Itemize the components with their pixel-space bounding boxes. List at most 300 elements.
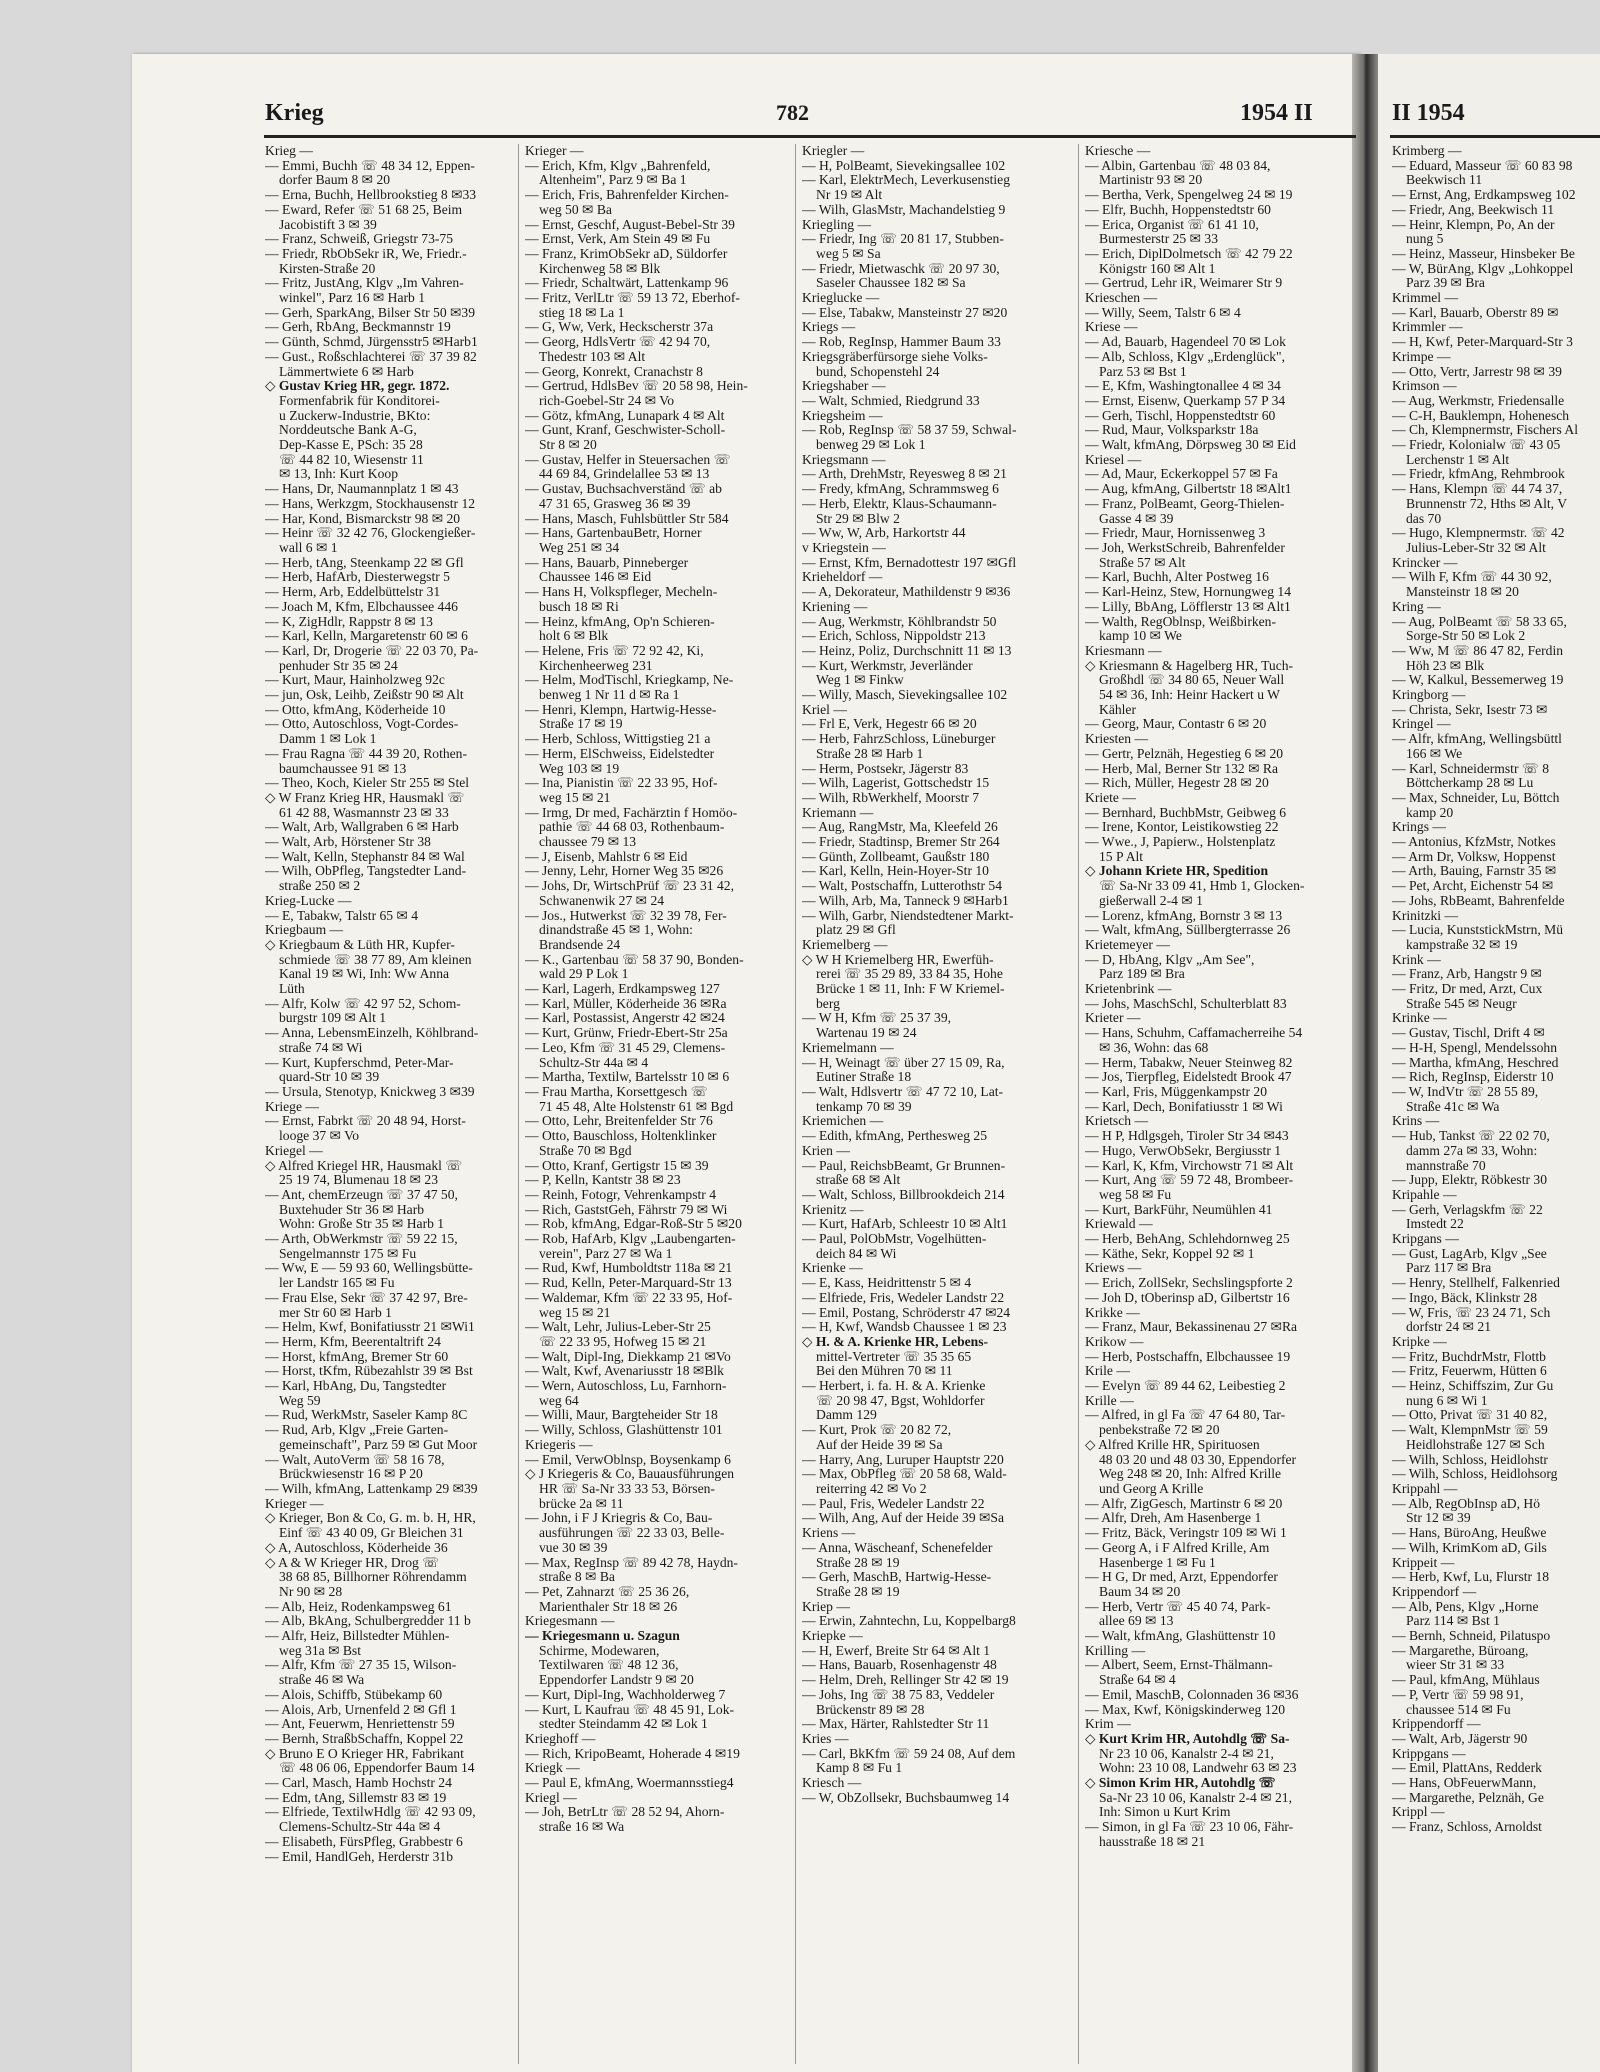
directory-line: — Kurt, Ang ☏ 59 72 48, Brombeer- — [1085, 1173, 1294, 1188]
directory-line: — Rich, RegInsp, Eiderstr 10 — [1392, 1070, 1554, 1085]
directory-line: — Arth, Bauing, Farnstr 35 ✉ — [1392, 864, 1557, 879]
directory-line: 15 P Alt — [1099, 849, 1144, 864]
directory-line: berg — [816, 996, 840, 1011]
directory-line: 44 69 84, Grindelallee 53 ✉ 13 — [539, 467, 710, 482]
directory-line: tenkamp 70 ✉ 39 — [816, 1099, 912, 1114]
directory-line: Formenfabrik für Konditorei- — [279, 393, 440, 408]
directory-line: — Alb, Heiz, Rodenkampsweg 61 — [265, 1599, 452, 1614]
directory-line: — Max, RegInsp ☏ 89 42 78, Haydn- — [525, 1555, 738, 1570]
directory-line: — Karl, Fris, Müggenkampstr 20 — [1085, 1085, 1267, 1099]
directory-line: Kring — — [1392, 599, 1441, 614]
directory-line: — Günth, Schmd, Jürgensstr5 ✉Harb1 — [265, 335, 478, 350]
directory-line: — Irmg, Dr med, Fachärztin f Homöo- — [525, 805, 738, 820]
directory-line: — Irene, Kontor, Leistikowstieg 22 — [1085, 820, 1279, 835]
directory-line: Krimmel — — [1392, 291, 1459, 306]
directory-line: Kriegsmann — — [802, 452, 886, 467]
directory-line: Krieheldorf — — [802, 570, 883, 585]
directory-line: — Rob, kfmAng, Edgar-Roß-Str 5 ✉20 — [525, 1217, 742, 1232]
directory-line: — Kurt, L Kaufrau ☏ 48 45 91, Lok- — [525, 1702, 735, 1717]
directory-line: — Herb, Postschaffn, Elbchaussee 19 — [1085, 1349, 1291, 1364]
directory-line: Krippgans — — [1392, 1746, 1466, 1761]
directory-line: Kriews — — [1085, 1261, 1142, 1276]
directory-line: verein", Parz 27 ✉ Wa 1 — [539, 1246, 673, 1261]
directory-line: Kriete — — [1085, 790, 1136, 805]
directory-line: — Pet, Archt, Eichenstr 54 ✉ — [1392, 879, 1554, 894]
directory-line: ☏ 48 06 06, Eppendorfer Baum 14 — [279, 1761, 475, 1776]
directory-line: weg 5 ✉ Sa — [816, 246, 881, 261]
directory-line: schmiede ☏ 38 77 89, Am kleinen — [279, 952, 472, 967]
directory-line: — Walt, Schloss, Billbrookdeich 214 — [802, 1187, 1005, 1202]
directory-line: — Christa, Sekr, Isestr 73 ✉ — [1392, 702, 1548, 717]
directory-line: Krim — — [1085, 1717, 1131, 1732]
directory-line: — Georg, Konrekt, Cranachstr 8 — [525, 364, 703, 379]
directory-line: Kriegk — — [525, 1761, 580, 1776]
directory-line: — Paul, kfmAng, Mühlaus — [1392, 1673, 1540, 1688]
directory-line: — Pet, Zahnarzt ☏ 25 36 26, — [525, 1584, 690, 1599]
directory-line: Straße 70 ✉ Bgd — [539, 1143, 632, 1158]
directory-line: — Emmi, Buchh ☏ 48 34 12, Eppen- — [265, 158, 475, 173]
directory-line: Kripahle — — [1392, 1187, 1457, 1202]
directory-line: deich 84 ✉ Wi — [816, 1246, 897, 1261]
directory-line: — Wilh, Lagerist, Gottschedstr 15 — [802, 776, 990, 791]
directory-line: — Gerh, MaschB, Hartwig-Hesse- — [802, 1570, 992, 1585]
directory-line: Kripgans — — [1392, 1232, 1459, 1247]
directory-line: — Paul E, kfmAng, Woermannsstieg4 — [525, 1776, 734, 1791]
directory-line: Sorge-Str 50 ✉ Lok 2 — [1406, 629, 1526, 644]
directory-line: — Herb, Vertr ☏ 45 40 74, Park- — [1085, 1599, 1271, 1614]
directory-column-2 — [525, 144, 789, 2064]
directory-column-3 — [802, 144, 1072, 2064]
directory-line: 61 42 88, Wasmannstr 23 ✉ 33 — [279, 805, 449, 820]
directory-line: — Max, ObPfleg ☏ 20 58 68, Wald- — [802, 1467, 1007, 1482]
directory-line: — Max, Schneider, Lu, Böttch — [1392, 790, 1560, 805]
directory-line: Kriewald — — [1085, 1217, 1153, 1232]
directory-line: HR ☏ Sa-Nr 33 33 53, Börsen- — [539, 1481, 715, 1496]
directory-line: Krilling — — [1085, 1643, 1146, 1658]
directory-line: mannstraße 70 — [1406, 1158, 1486, 1173]
directory-line: — Edith, kfmAng, Perthesweg 25 — [802, 1129, 988, 1144]
directory-line: Krienke — — [802, 1261, 863, 1276]
directory-line: — K, ZigHdlr, Rappstr 8 ✉ 13 — [265, 614, 433, 629]
directory-line: Krikke — — [1085, 1305, 1140, 1320]
directory-line: — H, Ewerf, Breite Str 64 ✉ Alt 1 — [802, 1643, 991, 1658]
directory-line: — Johs, Dr, WirtschPrüf ☏ 23 31 42, — [525, 879, 734, 894]
directory-line: — Wilh, Schloss, Heidlohstr — [1392, 1452, 1548, 1467]
directory-line: Bei den Mühren 70 ✉ 11 — [816, 1364, 953, 1379]
directory-line: — Rud, Kwf, Humboldtstr 118a ✉ 21 — [525, 1261, 733, 1276]
directory-line: Krieter — — [1085, 1011, 1141, 1026]
directory-line: burgstr 109 ✉ Alt 1 — [279, 1011, 387, 1026]
directory-line: — Kurt, BarkFühr, Neumühlen 41 — [1085, 1202, 1273, 1217]
directory-line: — Waldemar, Kfm ☏ 22 33 95, Hof- — [525, 1290, 733, 1305]
directory-line: — Alfr, ZigGesch, Martinstr 6 ✉ 20 — [1085, 1496, 1283, 1511]
directory-line: Krille — — [1085, 1393, 1134, 1408]
directory-line: Krins — — [1392, 1114, 1440, 1129]
directory-line: vue 30 ✉ 39 — [539, 1540, 608, 1555]
directory-line: Baum 34 ✉ 20 — [1099, 1584, 1181, 1599]
directory-line: Kirchenheerweg 231 — [539, 658, 653, 673]
directory-line: — Hans, Schuhm, Caffamacherreihe 54 — [1085, 1026, 1303, 1041]
directory-line: — Alfr, Dreh, Am Hasenberge 1 — [1085, 1511, 1262, 1526]
directory-line: — H, Weinagt ☏ über 27 15 09, Ra, — [802, 1055, 1005, 1070]
directory-line: — Herbert, i. fa. H. & A. Krienke — [802, 1379, 986, 1394]
directory-line: — Elfriede, TextilwHdlg ☏ 42 93 09, — [265, 1805, 476, 1820]
directory-line: und Georg A Krille — [1099, 1481, 1204, 1496]
directory-line: Kriemann — — [802, 805, 874, 820]
directory-line: — Heinz, Masseur, Hinsbeker Be — [1392, 246, 1575, 261]
directory-line: Nr 23 10 06, Kanalstr 2-4 ✉ 21, — [1099, 1746, 1274, 1761]
directory-line: — Frau Martha, Korsettgesch ☏ — [525, 1085, 708, 1099]
directory-line: — Rob, RegInsp ☏ 58 37 59, Schwal- — [802, 423, 1017, 438]
directory-line: — Gustav, Helfer in Steuersachen ☏ — [525, 452, 731, 467]
directory-line: — H-H, Spengl, Mendelssohn — [1392, 1040, 1558, 1055]
directory-line: — Joach M, Kfm, Elbchaussee 446 — [265, 599, 458, 614]
directory-line: Krienitz — — [802, 1202, 864, 1217]
directory-line: — Joh, BetrLtr ☏ 28 52 94, Ahorn- — [525, 1805, 725, 1820]
directory-line: — Franz, PolBeamt, Georg-Thielen- — [1085, 496, 1285, 511]
directory-line: — J, Eisenb, Mahlstr 6 ✉ Eid — [525, 849, 688, 864]
directory-line: — Otto, kfmAng, Köderheide 10 — [265, 702, 446, 717]
directory-line: Nr 19 ✉ Alt — [816, 188, 883, 203]
directory-line: Krippahl — — [1392, 1481, 1458, 1496]
directory-line: 25 19 74, Blumenau 18 ✉ 23 — [279, 1173, 439, 1188]
directory-line: — Anna, LebensmEinzelh, Köhlbrand- — [265, 1026, 479, 1041]
directory-line: — Ernst, Geschf, August-Bebel-Str 39 — [525, 217, 735, 232]
directory-line: 47 31 65, Grasweg 36 ✉ 39 — [539, 496, 691, 511]
directory-line: winkel", Parz 16 ✉ Harb 1 — [279, 291, 426, 306]
directory-line: Straße 28 ✉ 19 — [816, 1555, 900, 1570]
directory-line: Straße 28 ✉ 19 — [816, 1584, 900, 1599]
directory-line: Krieg — — [265, 144, 313, 158]
directory-line: — Hugo, Klempnermstr. ☏ 42 — [1392, 526, 1565, 541]
directory-line: — W, Fris, ☏ 23 24 71, Sch — [1392, 1305, 1551, 1320]
directory-line: — Wilh, KrimKom aD, Gils — [1392, 1540, 1547, 1555]
directory-line: — Herb, Schloss, Wittigstieg 21 a — [525, 732, 711, 747]
directory-line: Kriemichen — — [802, 1114, 884, 1129]
directory-line: — Anna, Wäscheanf, Schenefelder — [802, 1540, 993, 1555]
directory-line: — Emil, Postang, Schröderstr 47 ✉24 — [802, 1305, 1011, 1320]
column-divider — [1078, 144, 1079, 2064]
directory-line: — Simon, in gl Fa ☏ 23 10 06, Fähr- — [1085, 1820, 1294, 1835]
directory-line: — Karl, Buchh, Alter Postweg 16 — [1085, 570, 1269, 585]
directory-line: Eppendorfer Landstr 9 ✉ 20 — [539, 1673, 694, 1688]
directory-line: — Willy, Masch, Sievekingsallee 102 — [802, 688, 1008, 703]
column-divider — [518, 144, 519, 2064]
directory-line: Sengelmannstr 175 ✉ Fu — [279, 1246, 417, 1261]
next-page-header-rule — [1390, 135, 1600, 138]
directory-line: — Ww, M ☏ 86 47 82, Ferdin — [1392, 643, 1564, 658]
directory-line: — Alfred, in gl Fa ☏ 47 64 80, Tar- — [1085, 1408, 1286, 1423]
directory-line: — Fritz, BuchdrMstr, Flottb — [1392, 1349, 1546, 1364]
directory-line: — Wilh, Arb, Ma, Tanneck 9 ✉Harb1 — [802, 893, 1009, 908]
directory-line: — Alois, Schiffb, Stübekamp 60 — [265, 1687, 443, 1702]
directory-line: — Walt, Arb, Wallgraben 6 ✉ Harb — [265, 820, 459, 835]
directory-line: — Paul, PolObMstr, Vogelhütten- — [802, 1232, 987, 1247]
directory-line: — Jos, Tierpfleg, Eidelstedt Brook 47 — [1085, 1070, 1292, 1085]
directory-line: Kriemelberg — — [802, 937, 888, 952]
directory-line: — Rich, Müller, Hegestr 28 ✉ 20 — [1085, 776, 1269, 791]
directory-line: Kringborg — — [1392, 688, 1466, 703]
directory-line: Sa-Nr 23 10 06, Kanalstr 2-4 ✉ 21, — [1099, 1790, 1292, 1805]
directory-line: mittel-Vertreter ☏ 35 35 65 — [816, 1349, 972, 1364]
directory-line: Weg 1 ✉ Finkw — [816, 673, 904, 688]
directory-line: Krien — — [802, 1143, 850, 1158]
directory-line: das 70 — [1406, 511, 1442, 526]
directory-line: — A, Dekorateur, Mathildenstr 9 ✉36 — [802, 585, 1011, 600]
directory-line: Königstr 160 ✉ Alt 1 — [1099, 261, 1216, 276]
directory-line: Kriegshaber — — [802, 379, 886, 394]
directory-line: — H P, Hdlgsgeh, Tiroler Str 34 ✉43 — [1085, 1129, 1289, 1144]
directory-line: — Hans H, Volkspfleger, Mecheln- — [525, 585, 718, 600]
directory-line: 48 03 20 und 48 03 30, Eppendorfer — [1099, 1452, 1297, 1467]
directory-line: Kriening — — [802, 599, 868, 614]
directory-line: — Rud, Maur, Volksparkstr 18a — [1085, 423, 1259, 438]
directory-line: weg 31a ✉ Bst — [279, 1643, 361, 1658]
directory-line: — Alb, Schloss, Klgv „Erdenglück", — [1085, 349, 1285, 364]
directory-line: Straße 17 ✉ 19 — [539, 717, 623, 732]
directory-line: — H G, Dr med, Arzt, Eppendorfer — [1085, 1570, 1278, 1585]
directory-line: Brandsende 24 — [539, 937, 621, 952]
directory-line: — Walt, Hdlsvertr ☏ 47 72 10, Lat- — [802, 1085, 1004, 1099]
directory-line: — Ina, Pianistin ☏ 22 33 95, Hof- — [525, 776, 718, 791]
directory-line: — Karl, Dr, Drogerie ☏ 22 03 70, Pa- — [265, 643, 479, 658]
directory-line: Krikow — — [1085, 1334, 1144, 1349]
directory-line: rerei ☏ 35 29 89, 33 84 35, Hohe — [816, 967, 1003, 982]
directory-line: nung 5 — [1406, 232, 1444, 247]
directory-line: ◇ Kriegbaum & Lüth HR, Kupfer- — [265, 937, 455, 952]
directory-line: — E, Tabakw, Talstr 65 ✉ 4 — [265, 908, 419, 923]
directory-line: — Helm, Kwf, Bonifatiusstr 21 ✉Wi1 — [265, 1320, 475, 1335]
directory-line: Lämmertwiete 6 ✉ Harb — [279, 364, 414, 379]
directory-line: — Frau Else, Sekr ☏ 37 42 97, Bre- — [265, 1290, 468, 1305]
directory-line: — Frl E, Verk, Hegestr 66 ✉ 20 — [802, 717, 977, 732]
directory-line: kamp 10 ✉ We — [1099, 629, 1182, 644]
directory-line: Brückwiesenstr 16 ✉ P 20 — [279, 1467, 423, 1482]
directory-line: — Herb, Mal, Berner Str 132 ✉ Ra — [1085, 761, 1278, 776]
directory-line: — Elfr, Buchh, Hoppenstedtstr 60 — [1085, 202, 1271, 217]
directory-line: gemeinschaft", Parz 59 ✉ Gut Moor — [279, 1437, 478, 1452]
directory-line: — Rud, Arb, Klgv „Freie Garten- — [265, 1423, 449, 1438]
directory-line: — Gerh, SparkAng, Bilser Str 50 ✉39 — [265, 305, 475, 320]
directory-line: Brücke 1 ✉ 11, Inh: F W Kriemel- — [816, 982, 1005, 997]
directory-line: holt 6 ✉ Blk — [539, 629, 609, 644]
directory-line: ◇ H. & A. Krienke HR, Lebens- — [802, 1334, 989, 1349]
directory-line: — Günth, Zollbeamt, Gaußstr 180 — [802, 849, 990, 864]
directory-line: — Hans, ObFeuerwMann, — [1392, 1776, 1537, 1791]
directory-line: — Friedr, Schaltwärt, Lattenkamp 96 — [525, 276, 729, 291]
directory-line: — Johs, MaschSchl, Schulterblatt 83 — [1085, 996, 1287, 1011]
directory-line: — Horst, tKfm, Rübezahlstr 39 ✉ Bst — [265, 1364, 473, 1379]
directory-line: — Hans, Dr, Naumannplatz 1 ✉ 43 — [265, 482, 459, 497]
directory-line: — Gerh, RbAng, Beckmannstr 19 — [265, 320, 451, 335]
directory-line: — Wilh, GlasMstr, Machandelstieg 9 — [802, 202, 1006, 217]
directory-line: — Willy, Schloss, Glashüttenstr 101 — [525, 1423, 723, 1438]
directory-line: Straße 28 ✉ Harb 1 — [816, 746, 924, 761]
directory-line: — W, IndVtr ☏ 28 55 89, — [1392, 1085, 1539, 1099]
directory-line: — Eward, Refer ☏ 51 68 25, Beim — [265, 202, 463, 217]
directory-line: Kriegsheim — — [802, 408, 883, 423]
directory-line: Kries — — [802, 1731, 849, 1746]
directory-line: — Erwin, Zahntechn, Lu, Koppelbarg8 — [802, 1614, 1016, 1629]
directory-line: — Karl, Müller, Köderheide 36 ✉Ra — [525, 996, 727, 1011]
directory-line: Krieglucke — — [802, 291, 880, 306]
directory-line: Krieschen — — [1085, 291, 1158, 306]
directory-line: Heidlohstraße 127 ✉ Sch — [1406, 1437, 1545, 1452]
directory-line: Norddeutsche Bank A-G, — [279, 423, 417, 438]
directory-line: Burmesterstr 25 ✉ 33 — [1099, 232, 1218, 247]
directory-line: — Walt, Kelln, Stephanstr 84 ✉ Wal — [265, 849, 465, 864]
directory-line: Auf der Heide 39 ✉ Sa — [816, 1437, 943, 1452]
directory-line: — Kurt, Kupferschmd, Peter-Mar- — [265, 1055, 454, 1070]
directory-line: — Franz, Arb, Hangstr 9 ✉ — [1392, 967, 1542, 982]
directory-line: — D, HbAng, Klgv „Am See", — [1085, 952, 1255, 967]
directory-line: Kriel — — [802, 702, 847, 717]
directory-line: Kriens — — [802, 1526, 856, 1541]
directory-line: Eutiner Straße 18 — [816, 1070, 912, 1085]
directory-line: Damm 129 — [816, 1408, 877, 1423]
directory-line: — Wilh, RbWerkhelf, Moorstr 7 — [802, 790, 980, 805]
directory-line: — Wilh, ObPfleg, Tangstedter Land- — [265, 864, 467, 879]
directory-line: — Harry, Ang, Luruper Hauptstr 220 — [802, 1452, 1004, 1467]
directory-line: Weg 59 — [279, 1393, 321, 1408]
directory-line: — Hans, Bauarb, Rosenhagenstr 48 — [802, 1658, 997, 1673]
directory-line: — Alfr, kfmAng, Wellingsbüttl — [1392, 732, 1562, 747]
directory-line: — Lucia, KunststickMstrn, Mü — [1392, 923, 1564, 938]
directory-line: Kriegbaum — — [265, 923, 344, 938]
directory-line: Krieger — — [265, 1496, 324, 1511]
directory-line: — Paul, ReichsbBeamt, Gr Brunnen- — [802, 1158, 1006, 1173]
directory-line: ◇ Alfred Krille HR, Spirituosen — [1085, 1437, 1260, 1452]
directory-line: — Bernhard, BuchbMstr, Geibweg 6 — [1085, 805, 1287, 820]
directory-line: — Alb, RegObInsp aD, Hö — [1392, 1496, 1541, 1511]
directory-line: Straße 57 ✉ Alt — [1099, 555, 1186, 570]
directory-line: — Karl, K, Kfm, Virchowstr 71 ✉ Alt — [1085, 1158, 1294, 1173]
directory-line: — Walt, Arb, Jägerstr 90 — [1392, 1731, 1528, 1746]
directory-line: Kriege — — [265, 1099, 319, 1114]
directory-line: — Kurt, Maur, Hainholzweg 92c — [265, 673, 445, 688]
directory-line: — Rob, RegInsp, Hammer Baum 33 — [802, 335, 1001, 350]
directory-line: Weg 251 ✉ 34 — [539, 540, 620, 555]
directory-line: Str 12 ✉ 39 — [1406, 1511, 1471, 1526]
directory-line: — Walt, Lehr, Julius-Leber-Str 25 — [525, 1320, 711, 1335]
directory-line: Textilwaren ☏ 48 12 36, — [539, 1658, 679, 1673]
directory-line: — Hans, BüroAng, Heußwe — [1392, 1526, 1547, 1541]
directory-line: — Willi, Maur, Bargteheider Str 18 — [525, 1408, 718, 1423]
directory-line: u Zuckerw-Industrie, BKto: — [279, 408, 431, 423]
directory-line: — H, Kwf, Peter-Marquard-Str 3 — [1392, 335, 1573, 350]
directory-line: Lerchenstr 1 ✉ Alt — [1406, 452, 1510, 467]
directory-line: Krieg-Lucke — — [265, 893, 352, 908]
directory-line: wall 6 ✉ 1 — [279, 540, 338, 555]
directory-line: — Willy, Seem, Talstr 6 ✉ 4 — [1085, 305, 1241, 320]
directory-line: — Else, Tabakw, Mansteinstr 27 ✉20 — [802, 305, 1008, 320]
directory-line: reiterring 42 ✉ Vo 2 — [816, 1481, 927, 1496]
directory-line: Kanal 19 ✉ Wi, Inh: Ww Anna — [279, 967, 450, 982]
directory-line: — Elfriede, Fris, Wedeler Landstr 22 — [802, 1290, 1005, 1305]
directory-line: — Hub, Tankst ☏ 22 02 70, — [1392, 1129, 1550, 1144]
directory-line: — P, Vertr ☏ 59 98 91, — [1392, 1687, 1524, 1702]
directory-line: bund, Schopenstehl 24 — [816, 364, 940, 379]
directory-line: Parz 189 ✉ Bra — [1099, 967, 1185, 982]
directory-line: — Otto, Bauschloss, Holtenklinker — [525, 1129, 717, 1144]
column-divider — [795, 144, 796, 2064]
directory-line: wald 29 P Lok 1 — [539, 967, 629, 982]
directory-line: — K., Gartenbau ☏ 58 37 90, Bonden- — [525, 952, 744, 967]
directory-line: — Walt, Schmied, Riedgrund 33 — [802, 393, 980, 408]
directory-line: Dep-Kasse E, PSch: 35 28 — [279, 438, 423, 453]
directory-line: — Wilh F, Kfm ☏ 44 30 92, — [1392, 570, 1552, 585]
directory-line: — Kurt, Dipl-Ing, Wachholderweg 7 — [525, 1687, 726, 1702]
directory-line: — Emil, HandlGeh, Herderstr 31b — [265, 1849, 454, 1864]
directory-line: ◇ A, Autoschloss, Köderheide 36 — [265, 1540, 448, 1555]
directory-line: — Heinz, Schiffszim, Zur Gu — [1392, 1379, 1554, 1394]
directory-line: — Helene, Fris ☏ 72 92 42, Ki, — [525, 643, 704, 658]
directory-line: — Walt, KlempnMstr ☏ 59 — [1392, 1423, 1548, 1438]
directory-line: — Hans, Werkzgm, Stockhausenstr 12 — [265, 496, 476, 511]
directory-line: Krippl — — [1392, 1805, 1445, 1820]
directory-line: — Friedr, Maur, Hornissenweg 3 — [1085, 526, 1266, 541]
directory-line: ◇ Kriesmann & Hagelberg HR, Tuch- — [1085, 658, 1294, 673]
directory-line: — Wwe., J, Papierw., Holstenplatz — [1085, 835, 1276, 850]
directory-line: — Emil, MaschB, Colonnaden 36 ✉36 — [1085, 1687, 1299, 1702]
directory-line: — Aug, Werkmstr, Köhlbrandstr 50 — [802, 614, 997, 629]
directory-line: — Fritz, Dr med, Arzt, Cux — [1392, 982, 1543, 997]
directory-line: Imstedt 22 — [1406, 1217, 1464, 1232]
directory-line: — Margarethe, Büroang, — [1392, 1643, 1529, 1658]
directory-line: penhuder Str 35 ✉ 24 — [279, 658, 398, 673]
directory-line: hausstraße 18 ✉ 21 — [1099, 1834, 1206, 1849]
directory-line: Kriegler — — [802, 144, 865, 158]
directory-line: — Bertha, Verk, Spengelweg 24 ✉ 19 — [1085, 188, 1293, 203]
directory-line: — Karl, Postassist, Angerstr 42 ✉24 — [525, 1011, 725, 1026]
directory-line: ◇ Gustav Krieg HR, gegr. 1872. — [265, 379, 450, 394]
directory-line: — Emil, VerwOblnsp, Boysenkamp 6 — [525, 1452, 731, 1467]
directory-line: benweg 29 ✉ Lok 1 — [816, 438, 926, 453]
directory-line: — Otto, Privat ☏ 31 40 82, — [1392, 1408, 1548, 1423]
directory-line: — Evelyn ☏ 89 44 62, Leibestieg 2 — [1085, 1379, 1286, 1394]
directory-line: — Fritz, Feuerwm, Hütten 6 — [1392, 1364, 1547, 1379]
directory-line: Krings — — [1392, 820, 1446, 835]
directory-line: chaussee 79 ✉ 13 — [539, 835, 637, 850]
directory-line: — Gustav, Tischl, Drift 4 ✉ — [1392, 1026, 1545, 1041]
directory-line: quard-Str 10 ✉ 39 — [279, 1070, 380, 1085]
directory-line: — Rud, WerkMstr, Saseler Kamp 8C — [265, 1408, 468, 1423]
directory-line: Brückenstr 89 ✉ 28 — [816, 1702, 925, 1717]
directory-line: straße 74 ✉ Wi — [279, 1040, 363, 1055]
directory-line: Kriesch — — [802, 1776, 862, 1791]
directory-line: — E, Kfm, Washingtonallee 4 ✉ 34 — [1085, 379, 1281, 394]
directory-line: Großhdl ☏ 34 80 65, Neuer Wall — [1099, 673, 1285, 688]
directory-line: Krieghoff — — [525, 1731, 596, 1746]
directory-line: — Gust, LagArb, Klgv „See — [1392, 1246, 1547, 1261]
directory-line: 166 ✉ We — [1406, 746, 1463, 761]
directory-line: ausführungen ☏ 22 33 03, Belle- — [539, 1526, 725, 1541]
directory-line: — Heinz, kfmAng, Op'n Schieren- — [525, 614, 715, 629]
directory-line: — Aug, RangMstr, Ma, Kleefeld 26 — [802, 820, 998, 835]
directory-line: — Wilh, kfmAng, Lattenkamp 29 ✉39 — [265, 1481, 478, 1496]
directory-line: — Heinr ☏ 32 42 76, Glockengießer- — [265, 526, 476, 541]
directory-line: Kriep — — [802, 1599, 850, 1614]
directory-line: Schwanenwik 27 ✉ 24 — [539, 893, 665, 908]
directory-line: Kriegesmann — — [525, 1614, 615, 1629]
directory-line: — Jenny, Lehr, Horner Weg 35 ✉26 — [525, 864, 724, 879]
directory-line: — Hans, Klempn ☏ 44 74 37, — [1392, 482, 1563, 497]
directory-line: Martinistr 93 ✉ 20 — [1099, 173, 1203, 188]
directory-line: — Jos., Hutwerkst ☏ 32 39 78, Fer- — [525, 908, 727, 923]
directory-line: — Lilly, BbAng, Löfflerstr 13 ✉ Alt1 — [1085, 599, 1291, 614]
directory-line: — Erna, Buchh, Hellbrookstieg 8 ✉33 — [265, 188, 477, 203]
directory-line: — Käthe, Sekr, Koppel 92 ✉ 1 — [1085, 1246, 1255, 1261]
